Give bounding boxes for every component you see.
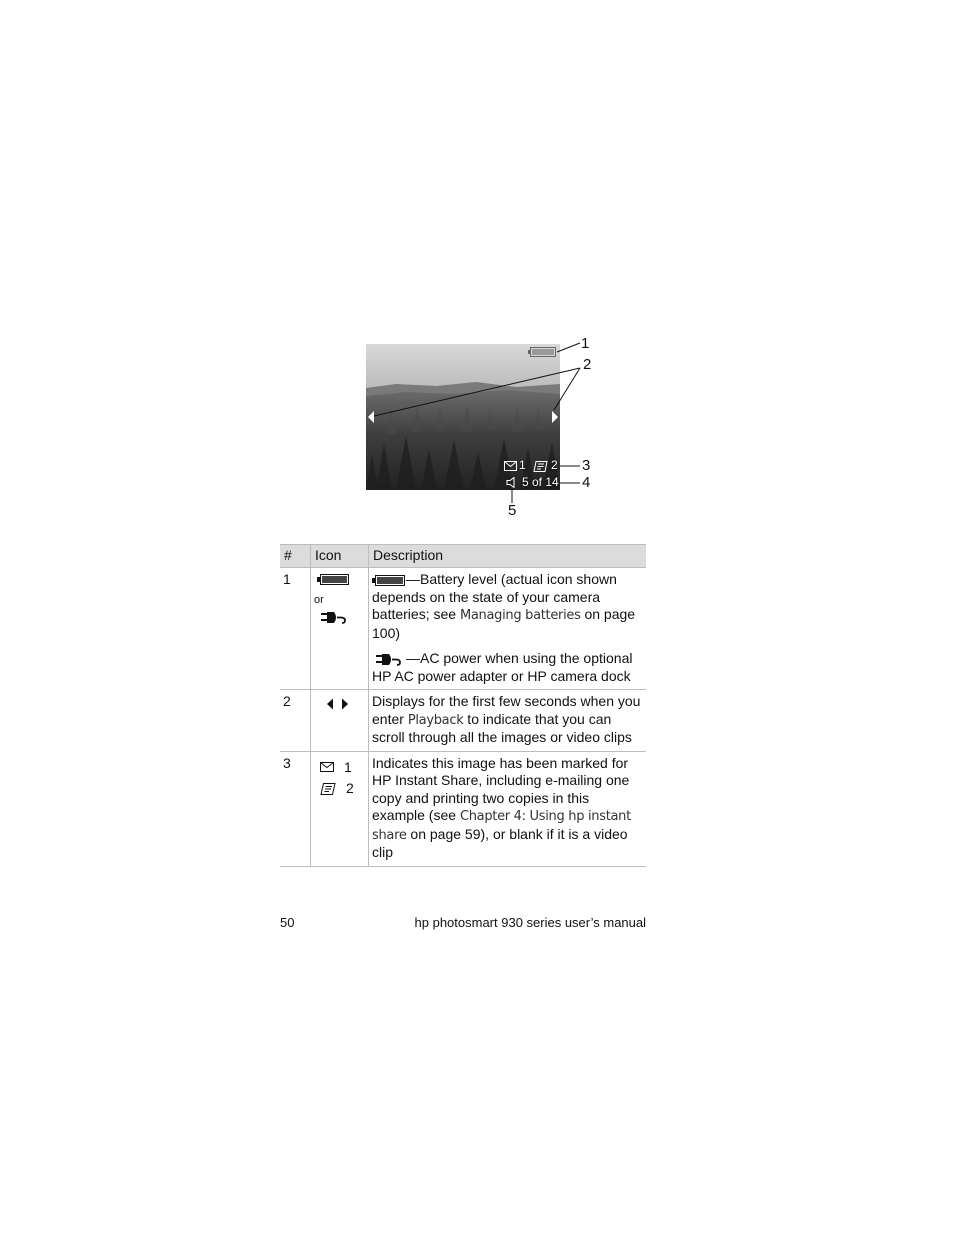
column-header-number: # <box>280 545 311 568</box>
row-icon-cell <box>311 568 369 690</box>
table-row <box>280 751 646 866</box>
row-description <box>369 751 647 866</box>
row-icon-cell <box>311 690 369 752</box>
playback-link[interactable]: Playback <box>407 712 464 728</box>
instant-share-description-rest: on page 59), or blank if it is a video clip <box>372 825 628 860</box>
column-header-icon: Icon <box>311 545 369 568</box>
table-row <box>280 690 646 752</box>
callout-4: 4 <box>582 474 591 491</box>
callout-1: 1 <box>581 335 590 352</box>
callout-5: 5 <box>508 502 517 519</box>
running-footer-title: hp photosmart 930 series user’s manual <box>414 915 646 930</box>
ac-power-plug-icon <box>376 653 402 666</box>
icon-or-label: or <box>314 593 324 606</box>
managing-batteries-link[interactable]: Managing batteries <box>459 608 581 623</box>
right-arrow-icon <box>341 698 349 710</box>
row-number: 1 <box>280 568 311 690</box>
callout-2: 2 <box>583 356 592 373</box>
instant-share-description-text: Indicates this image has been marked for HP Instant Share, including e-mailing one copy and printing two copies in this example (see <box>372 754 630 823</box>
column-header-description: Description <box>369 545 647 568</box>
left-arrow-icon <box>326 698 334 710</box>
battery-description-page: on page 100) <box>372 606 636 641</box>
row-number: 2 <box>280 690 311 752</box>
battery-icon <box>317 574 349 585</box>
print-icon <box>320 783 336 795</box>
row-number: 3 <box>280 751 311 866</box>
ac-power-description <box>372 650 643 685</box>
callout-lines <box>0 0 954 530</box>
table-header-row <box>280 545 646 568</box>
row-description <box>369 568 647 690</box>
battery-description-text: —Battery level (actual icon shown depends on the state of your camera batteries; see <box>372 571 617 622</box>
ac-power-plug-icon <box>321 611 347 624</box>
overlay-email-count: 1 <box>519 458 526 472</box>
table-row <box>280 568 646 690</box>
battery-description <box>372 571 643 642</box>
chapter-4-link[interactable]: Chapter 4: Using hp instant share <box>372 809 631 843</box>
battery-icon <box>372 575 406 586</box>
callout-3: 3 <box>582 457 591 474</box>
ac-power-description-text: —AC power when using the optional HP AC power adapter or HP camera dock <box>372 650 633 684</box>
camera-screen-figure <box>0 0 954 530</box>
playback-description-rest: to indicate that you can scroll through all the images or video clips <box>372 710 632 745</box>
row-icon-cell <box>311 751 369 866</box>
print-count: 2 <box>346 780 354 796</box>
page-number: 50 <box>280 915 295 930</box>
email-count: 1 <box>344 758 352 775</box>
email-envelope-icon <box>320 762 334 772</box>
icon-description-table <box>280 544 646 867</box>
row-description <box>369 690 647 752</box>
overlay-image-counter: 5 of 14 <box>522 475 559 489</box>
overlay-print-count: 2 <box>551 458 558 472</box>
playback-description-text: Displays for the first few seconds when you enter <box>372 693 641 727</box>
